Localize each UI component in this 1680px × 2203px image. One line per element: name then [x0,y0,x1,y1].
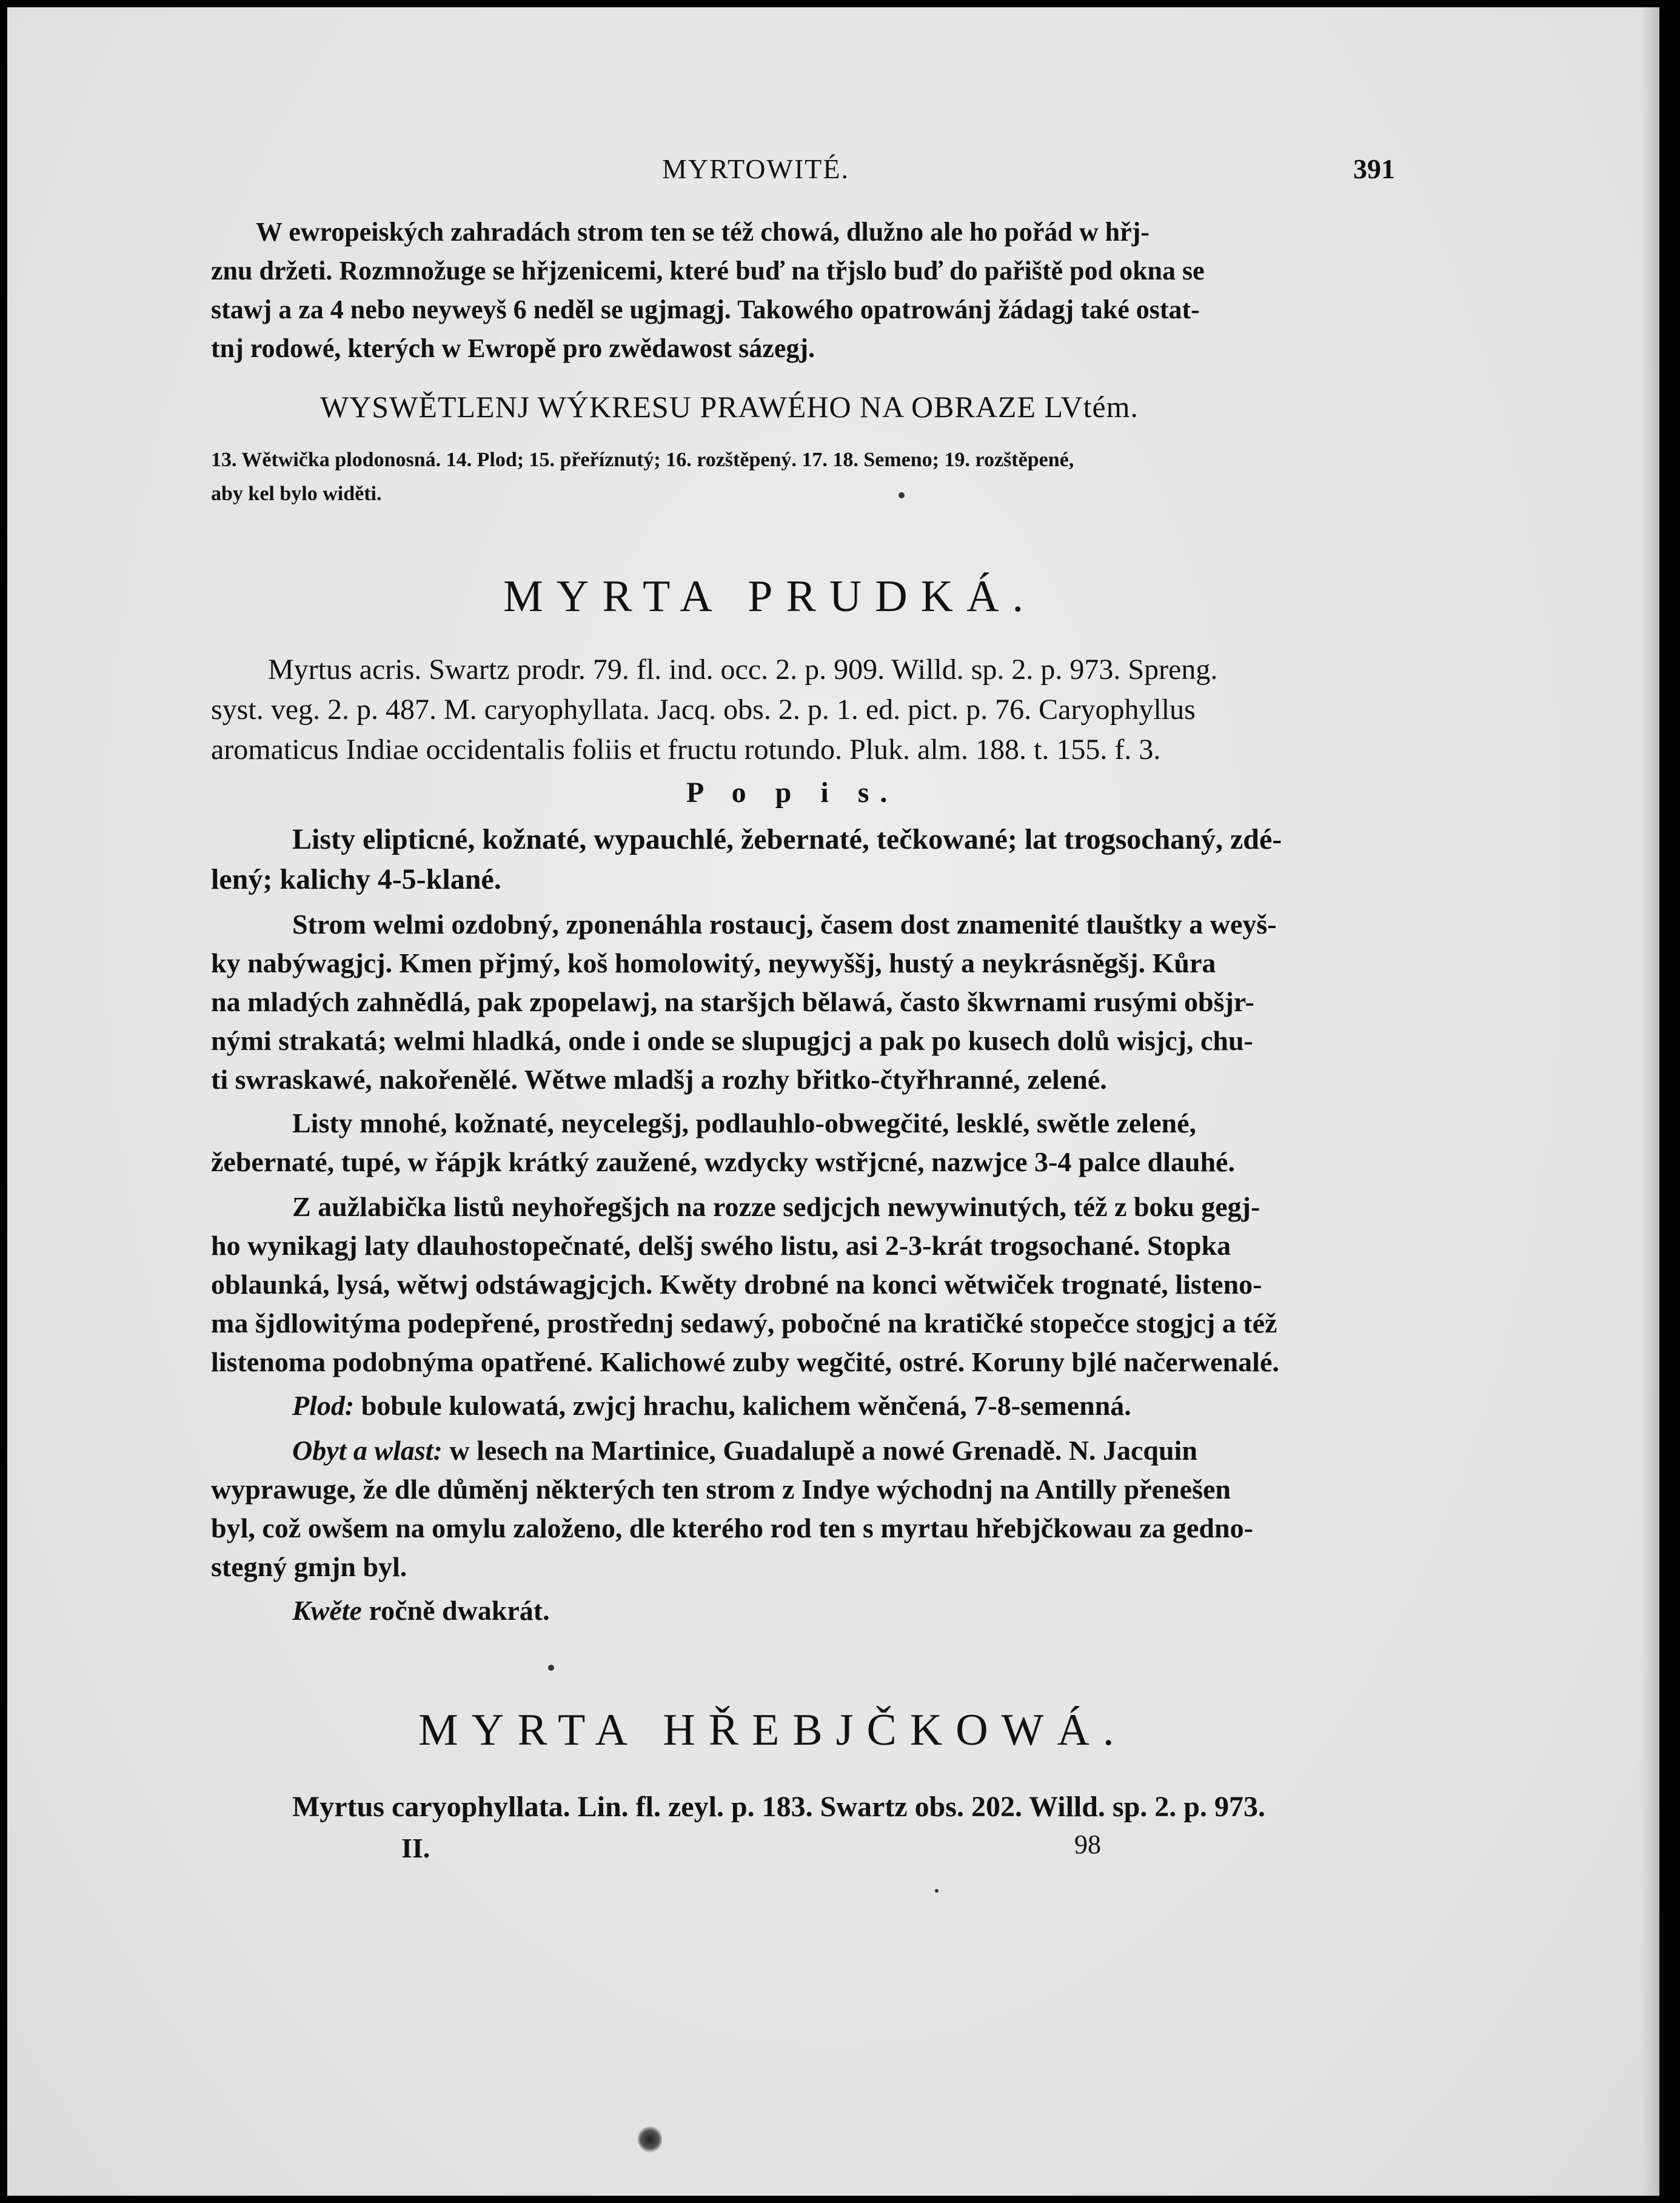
text-line: nými strakatá; welmi hladká, onde i onde se slupugjcj a pak po kusech dolů wisjcj, chu- [211,1025,1253,1056]
text-line: tnj rodowé, kterých w Ewropě pro zwědawost sázegj. [211,333,815,363]
text-line: lený; kalichy 4-5-klané. [211,863,501,895]
explanation-title: WYSWĚTLENJ WÝKRESU PRAWÉHO NA OBRAZE LVtém. [320,390,1139,424]
text-line: Myrtus acris. Swartz prodr. 79. fl. ind. occ. 2. p. 909. Willd. sp. 2. p. 973. Spreng. [268,654,1218,686]
flowering-paragraph [292,1592,550,1630]
volume-mark: II. [401,1833,430,1864]
flowering-label: Kwěte [292,1595,362,1626]
text-line: aby kel bylo widěti. [211,483,382,505]
running-title: MYRTOWITÉ. [662,153,849,184]
text-line: wyprawuge, že dle důměnj některých ten strom z Indye wýchodnj na Antilly přenešen [211,1474,1231,1505]
text-line: stawj a za 4 nebo neyweyš 6 neděl se ugjmagj. Takowého opatrowánj žádagj také ostat- [211,295,1200,324]
flowering-text: ročně dwakrát. [369,1595,550,1626]
text-line: ky nabýwagjcj. Kmen přjmý, koš homolowitý, neywyššj, hustý a neykrásněgšj. Kůra [211,948,1216,978]
text-line: znu držeti. Rozmnožuge se hřjzenicemi, které buď na třjslo buď do pařiště pod okna se [211,256,1205,286]
speck [899,492,905,498]
text-line: ma šjdlowitýma podepřené, prostřednj sedawý, pobočné na kratičké stopečce stogjcj a též [211,1308,1277,1339]
species-title: MYRTA HŘEBJČKOWÁ. [418,1705,1128,1755]
signature-mark: 98 [1074,1830,1101,1859]
habitat-text: w lesech na Martinice, Guadalupě a nowé Grenadě. N. Jacquin [449,1435,1197,1466]
page-edge-shadow [1641,7,1659,2196]
text-line: listenoma podobnýma opatřené. Kalichowé zuby wegčité, ostré. Koruny bjlé načerwenalé. [211,1346,1279,1377]
text-line [292,1432,1197,1469]
page-number: 391 [1353,153,1395,184]
text-line: 13. Wětwička plodonosná. 14. Plod; 15. přeříznutý; 16. rozštěpený. 17. 18. Semeno; 19. rozštěpené, [211,449,1074,471]
text-line: ho wynikagj laty dlauhostopečnaté, delšj swého listu, asi 2-3-krát trogsochané. Stopka [211,1230,1231,1261]
speck [548,1665,554,1671]
text-line: na mladých zahnědlá, pak zpopelawj, na staršjch bělawá, často škwrnami rusými obšjr- [211,986,1254,1017]
popis-heading: P o p i s. [686,777,899,809]
text-line: byl, což owšem na omylu založeno, dle kterého rod ten s myrtau hřebjčkowau za gedno- [211,1513,1253,1543]
ink-blot [638,2126,662,2153]
species-synonymy: Myrtus caryophyllata. Lin. fl. zeyl. p. 183. Swartz obs. 202. Willd. sp. 2. p. 973. [292,1791,1265,1823]
text-line: Listy elipticné, kožnaté, wypauchlé, žebernaté, tečkowané; lat trogsochaný, zdé- [292,823,1282,855]
text-line: oblaunká, lysá, wětwj odstáwagjcjch. Kwěty drobné na konci wětwiček trognaté, listeno- [211,1269,1262,1300]
text-line: Z aužlabička listů neyhořegšjch na rozze sedjcjch newywinutých, též z boku gegj- [292,1191,1260,1222]
text-line: Strom welmi ozdobný, zponenáhla rostaucj, časem dost znamenité tlauštky a weyš- [292,909,1277,940]
text-line: syst. veg. 2. p. 487. M. caryophyllata. Jacq. obs. 2. p. 1. ed. pict. p. 76. Caryophyllus [211,694,1196,726]
text-line: žebernaté, tupé, w řápjk krátký zaužené, wzdycky wstřjcné, nazwjce 3-4 palce dlauhé. [211,1146,1235,1177]
fruit-text: bobule kulowatá, zwjcj hrachu, kalichem wěnčená, 7-8-semenná. [361,1390,1131,1421]
fruit-paragraph [292,1387,1131,1425]
habitat-label: Obyt a wlast: [292,1435,443,1466]
text-line: aromaticus Indiae occidentalis foliis et fructu rotundo. Pluk. alm. 188. t. 155. f. 3. [211,734,1161,766]
text-line: stegný gmjn byl. [211,1551,407,1582]
text-line: Listy mnohé, kožnaté, neycelegšj, podlauhlo-obwegčité, lesklé, swětle zelené, [292,1108,1196,1138]
speck [935,1889,939,1893]
species-title: MYRTA PRUDKÁ. [503,572,1037,621]
text-line: ti swraskawé, nakořenělé. Wětwe mladšj a rozhy břitko-čtyřhranné, zelené. [211,1064,1107,1095]
text-line: W ewropeiských zahradách strom ten se též chowá, dlužno ale ho pořád w hřj- [256,217,1150,247]
fruit-label: Plod: [292,1390,355,1421]
page [7,7,1659,2196]
